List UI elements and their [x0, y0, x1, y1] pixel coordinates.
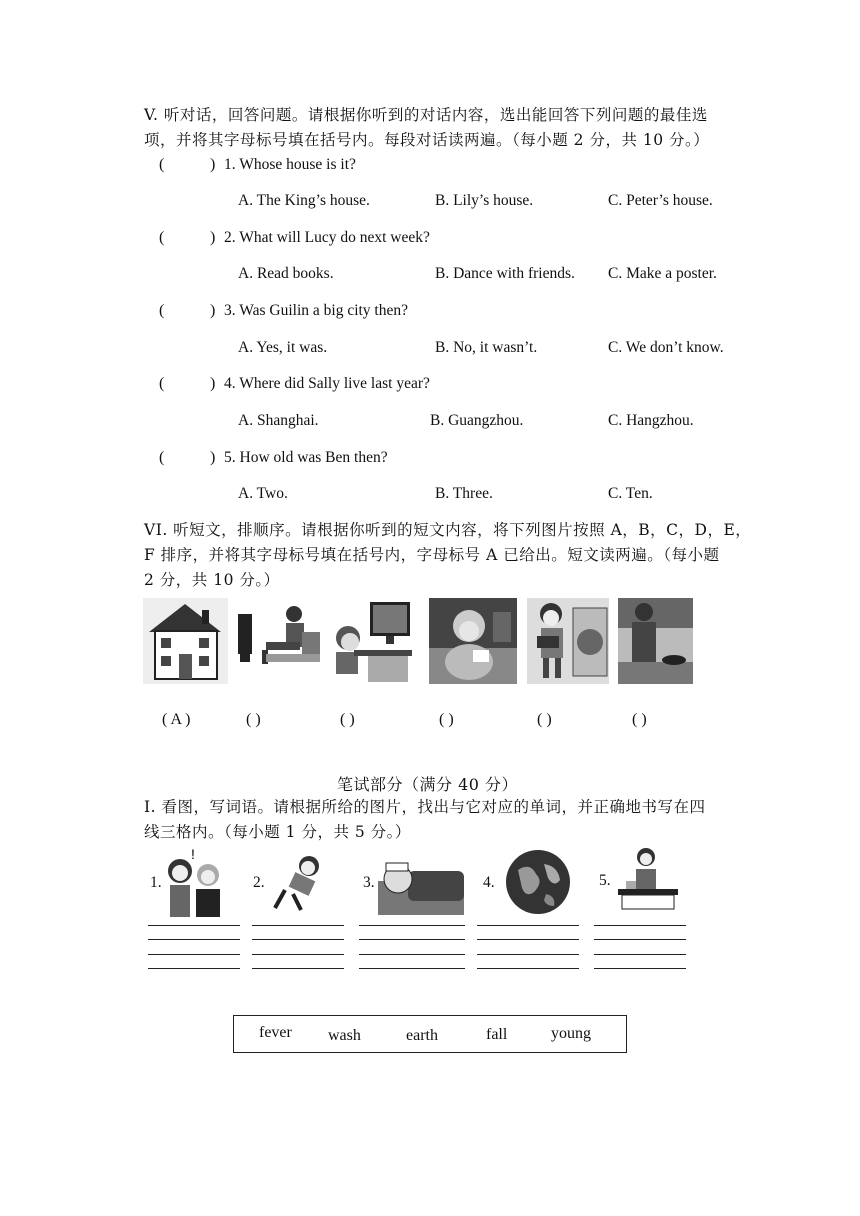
answer-paren-open: (: [159, 229, 165, 246]
question-1-option-c: C. Peter’s house.: [608, 192, 713, 209]
man-watching-tv-picture: [236, 598, 322, 684]
order-answer-2: ( ): [246, 711, 261, 728]
answer-paren-close: ): [210, 156, 216, 173]
written-heading-line1: I. 看图，写词语。请根据所给的图片，找出与它对应的单词，并正确地书写在四: [144, 798, 706, 816]
question-4-text: 4. Where did Sally live last year?: [224, 375, 430, 392]
word-bank-item: wash: [328, 1027, 361, 1044]
writing-lines-4[interactable]: [477, 925, 579, 969]
answer-paren-open: (: [159, 302, 165, 319]
question-2-option-c: C. Make a poster.: [608, 265, 717, 282]
question-2-option-a: A. Read books.: [238, 265, 334, 282]
woman-washing-dishes-picture: [616, 845, 680, 913]
answer-paren-close: ): [210, 229, 216, 246]
answer-paren-close: ): [210, 449, 216, 466]
word-bank-item: fever: [259, 1024, 292, 1041]
question-5-option-a: A. Two.: [238, 485, 288, 502]
written-heading-line2: 线三格内。（每小题 1 分，共 5 分。）: [144, 823, 411, 841]
grandma-reading-picture: [429, 598, 517, 684]
answer-paren-open: (: [159, 156, 165, 173]
writing-lines-5[interactable]: [594, 925, 686, 969]
question-5-option-c: C. Ten.: [608, 485, 653, 502]
section-v-heading-line2: 项，并将其字母标号填在括号内。每段对话读两遍。（每小题 2 分，共 10 分。）: [144, 131, 710, 149]
question-3-option-b: B. No, it wasn’t.: [435, 339, 538, 356]
question-5-text: 5. How old was Ben then?: [224, 449, 388, 466]
item-number-3: 3.: [363, 874, 375, 891]
woman-cooking-picture: [618, 598, 693, 684]
item-number-2: 2.: [253, 874, 265, 891]
writing-lines-1[interactable]: [148, 925, 240, 969]
question-1-option-a: A. The King’s house.: [238, 192, 370, 209]
answer-paren-close: ): [210, 302, 216, 319]
boy-fever-bed-picture: [378, 845, 464, 917]
word-bank-item: young: [551, 1025, 591, 1042]
earth-picture: [504, 848, 572, 916]
order-answer-5: ( ): [537, 711, 552, 728]
writing-lines-3[interactable]: [359, 925, 465, 969]
question-4-option-c: C. Hangzhou.: [608, 412, 694, 429]
young-old-women-picture: [162, 845, 226, 919]
order-answer-4: ( ): [439, 711, 454, 728]
question-4-option-b: B. Guangzhou.: [430, 412, 524, 429]
question-3-text: 3. Was Guilin a big city then?: [224, 302, 409, 319]
question-2-text: 2. What will Lucy do next week?: [224, 229, 430, 246]
word-bank-box: [233, 1015, 627, 1053]
question-2-option-b: B. Dance with friends.: [435, 265, 575, 282]
word-bank-item: fall: [486, 1026, 508, 1043]
svg-text:!: !: [191, 846, 195, 862]
girl-laundry-picture: [527, 598, 609, 684]
answer-paren-open: (: [159, 375, 165, 392]
boy-computer-picture: [328, 598, 414, 684]
question-3-option-c: C. We don’t know.: [608, 339, 724, 356]
item-number-1: 1.: [150, 874, 162, 891]
section-vi-heading-line3: 2 分，共 10 分。）: [144, 571, 280, 589]
order-answer-6: ( ): [632, 711, 647, 728]
question-4-option-a: A. Shanghai.: [238, 412, 319, 429]
question-3-option-a: A. Yes, it was.: [238, 339, 328, 356]
question-1-text: 1. Whose house is it?: [224, 156, 356, 173]
item-number-5: 5.: [599, 872, 611, 889]
section-vi-heading-line2: F 排序，并将其字母标号填在括号内，字母标号 A 已给出。短文读两遍。（每小题: [144, 546, 720, 564]
word-bank-item: earth: [406, 1027, 438, 1044]
answer-paren-close: ): [210, 375, 216, 392]
house-picture: [143, 598, 228, 684]
written-part-title: 笔试部分（满分 40 分）: [337, 775, 519, 794]
item-number-4: 4.: [483, 874, 495, 891]
girl-falling-picture: [271, 850, 331, 916]
question-1-option-b: B. Lily’s house.: [435, 192, 534, 209]
question-5-option-b: B. Three.: [435, 485, 493, 502]
order-answer-3: ( ): [340, 711, 355, 728]
order-answer-1: ( A ): [162, 711, 191, 728]
writing-lines-2[interactable]: [252, 925, 344, 969]
answer-paren-open: (: [159, 449, 165, 466]
section-vi-heading-line1: VI. 听短文，排顺序。请根据你听到的短文内容，将下列图片按照 A，B，C，D，E，: [144, 521, 752, 539]
section-v-heading-line1: V. 听对话，回答问题。请根据你听到的对话内容，选出能回答下列问题的最佳选: [144, 106, 708, 124]
